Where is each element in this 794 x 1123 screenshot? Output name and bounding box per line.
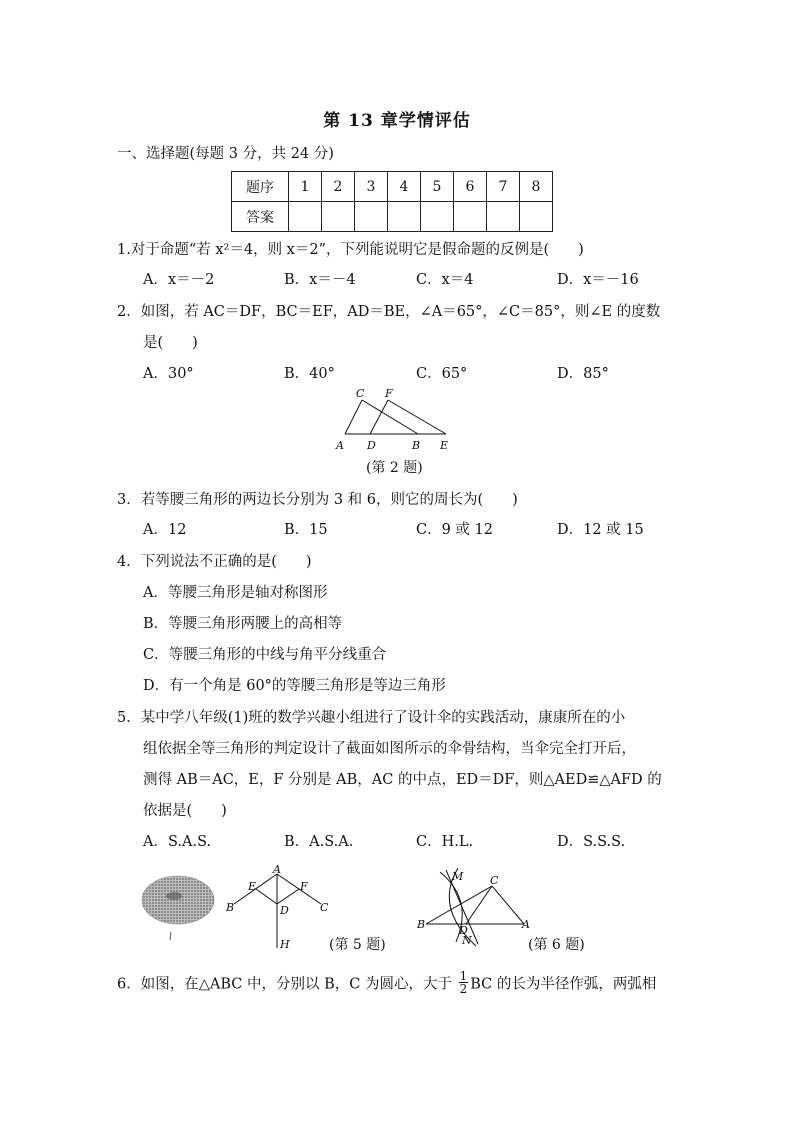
label-b: B — [417, 918, 426, 931]
q1-option-c: C．x＝4 — [416, 272, 474, 288]
figure-line — [362, 400, 418, 434]
q3-option-a: A．12 — [143, 522, 187, 538]
section-heading: 一、选择题(每题 3 分，共 24 分) — [117, 146, 334, 162]
label-n: N — [462, 934, 472, 947]
question-6-text — [117, 969, 657, 997]
question-5-text: 5．某中学八年级(1)班的数学兴趣小组进行了设计伞的实践活动，康康所在的小 — [117, 710, 626, 726]
table-cell-number: 3 — [355, 172, 388, 202]
q5-figure-caption: (第 5 题) — [329, 937, 386, 953]
figure-line — [256, 889, 277, 904]
umbrella-canopy — [142, 876, 214, 924]
question-5-text-cont: 测得 AB＝AC，E，F 分别是 AB，AC 的中点，ED＝DF，则△AED≌△AFD 的 — [143, 772, 662, 788]
q2-option-d: D．85° — [557, 366, 609, 382]
answer-cell[interactable] — [487, 202, 520, 232]
q5-option-b: B．A.S.A. — [284, 834, 354, 850]
answer-cell[interactable] — [322, 202, 355, 232]
answer-table-answer-row — [232, 202, 553, 232]
q2-option-c: C．65° — [416, 366, 468, 382]
table-label-number: 题序 — [232, 172, 289, 202]
q3-option-b: B．15 — [284, 522, 328, 538]
q4-option-c: C．等腰三角形的中线与角平分线重合 — [143, 647, 387, 663]
q2-figure-caption: (第 2 题) — [366, 460, 423, 476]
label-e: E — [248, 880, 257, 893]
q5-option-d: D．S.S.S. — [557, 834, 626, 850]
umbrella-handle — [170, 932, 171, 940]
table-cell-number: 5 — [421, 172, 454, 202]
label-m: M — [452, 870, 464, 883]
q6-figure-caption: (第 6 题) — [528, 937, 585, 953]
table-cell-number: 8 — [520, 172, 553, 202]
q1-option-d: D．x＝－16 — [557, 272, 639, 288]
label-a: A — [336, 439, 344, 452]
label-e: E — [440, 439, 449, 452]
figure-line — [370, 400, 388, 434]
label-c: C — [490, 874, 499, 887]
label-c: C — [320, 901, 329, 914]
q5-option-a: A．S.A.S. — [143, 834, 212, 850]
label-b: B — [412, 439, 421, 452]
table-cell-number: 6 — [454, 172, 487, 202]
question-2-text-cont: 是( ) — [143, 335, 198, 351]
label-f: F — [300, 880, 308, 893]
page-title: 第 13 章学情评估 — [323, 111, 471, 131]
answer-cell[interactable] — [388, 202, 421, 232]
q6-figure — [412, 862, 532, 952]
table-cell-number: 4 — [388, 172, 421, 202]
label-a: A — [522, 918, 530, 931]
question-1-text: 1.对于命题“若 x²＝4，则 x＝2”，下列能说明它是假命题的反例是( ) — [117, 242, 584, 258]
answer-cell[interactable] — [520, 202, 553, 232]
q5-option-c: C．H.L. — [416, 834, 474, 850]
label-f: F — [385, 387, 393, 400]
umbrella-photo — [140, 872, 220, 944]
label-d: D — [459, 924, 468, 937]
fraction-numerator: 1 — [459, 969, 468, 983]
q2-option-a: A．30° — [143, 366, 194, 382]
question-5-text-cont: 组依据全等三角形的判定设计了截面如图所示的伞骨结构，当伞完全打开后， — [143, 741, 636, 757]
label-d: D — [367, 439, 376, 452]
q2-option-b: B．40° — [284, 366, 335, 382]
table-label-answer: 答案 — [232, 202, 289, 232]
fraction-one-half — [459, 970, 469, 995]
figure-line — [345, 400, 362, 434]
q5-figure — [222, 864, 338, 952]
table-cell-number: 7 — [487, 172, 520, 202]
answer-cell[interactable] — [289, 202, 322, 232]
label-c: C — [356, 387, 365, 400]
q4-option-b: B．等腰三角形两腰上的高相等 — [143, 616, 343, 632]
question-5-text-cont: 依据是( ) — [143, 803, 227, 819]
umbrella-center — [166, 892, 182, 900]
figure-line — [388, 400, 446, 434]
fraction-denominator: 2 — [459, 982, 468, 996]
answer-cell[interactable] — [421, 202, 454, 232]
answer-cell[interactable] — [454, 202, 487, 232]
q4-option-a: A．等腰三角形是轴对称图形 — [143, 585, 328, 601]
label-a: A — [273, 864, 281, 876]
question-3-text: 3．若等腰三角形的两边长分别为 3 和 6，则它的周长为( ) — [117, 492, 518, 508]
label-b: B — [226, 901, 235, 914]
answer-cell[interactable] — [355, 202, 388, 232]
table-cell-number: 2 — [322, 172, 355, 202]
question-2-text: 2．如图，若 AC＝DF，BC＝EF，AD＝BE，∠A＝65°，∠C＝85°，则∠E 的度数 — [117, 304, 661, 320]
q1-option-b: B．x＝－4 — [284, 272, 356, 288]
answer-table — [231, 171, 553, 232]
figure-line — [426, 886, 492, 924]
question-6-text-part1: 6．如图，在△ABC 中，分别以 B，C 为圆心，大于 — [117, 976, 457, 993]
q3-option-c: C．9 或 12 — [416, 522, 493, 538]
question-6-text-part2: BC 的长为半径作弧，两弧相 — [470, 976, 657, 993]
question-4-text: 4．下列说法不正确的是( ) — [117, 554, 312, 570]
figure-line — [492, 886, 524, 924]
label-d: D — [280, 904, 289, 917]
figure-line — [466, 886, 492, 924]
answer-table-header-row — [232, 172, 553, 202]
q3-option-d: D．12 或 15 — [557, 522, 644, 538]
q1-option-a: A．x＝－2 — [143, 272, 215, 288]
label-h: H — [280, 938, 290, 951]
table-cell-number: 1 — [289, 172, 322, 202]
q4-option-d: D．有一个角是 60°的等腰三角形是等边三角形 — [143, 678, 446, 694]
q2-figure — [330, 386, 460, 456]
figure-line — [277, 889, 299, 904]
